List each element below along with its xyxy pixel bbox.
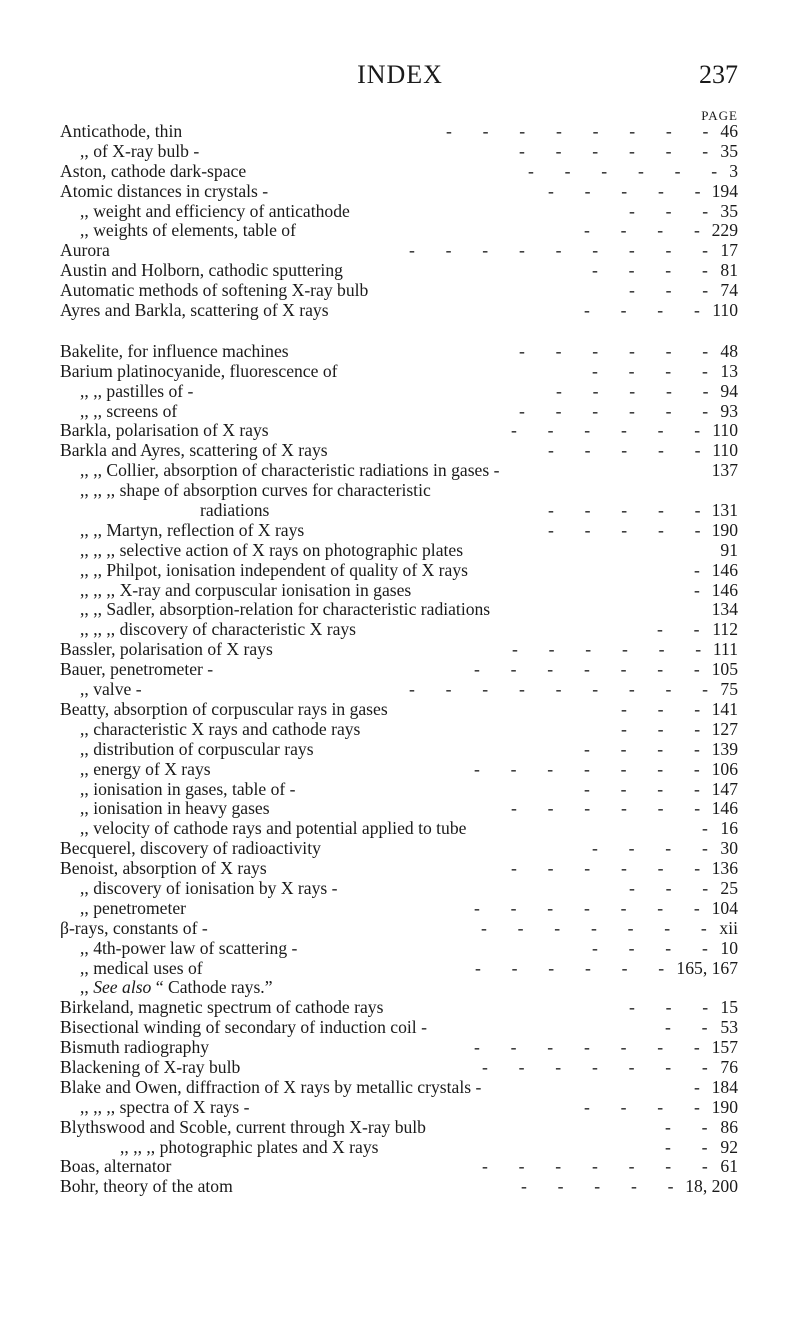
entry-page: 111 bbox=[712, 639, 738, 660]
entry-text: Automatic methods of softening X-ray bulb bbox=[60, 280, 369, 301]
leader-dashes: - - bbox=[665, 1116, 708, 1137]
leader-dashes: - - - bbox=[629, 997, 709, 1018]
entry-text: ,, discovery of ionisation by X rays - bbox=[80, 877, 338, 898]
index-entry bbox=[60, 202, 738, 222]
entry-page: 13 bbox=[720, 360, 738, 381]
entry-page: 157 bbox=[711, 1037, 738, 1058]
entry-text: Birkeland, magnetic spectrum of cathode rays bbox=[60, 997, 384, 1018]
entry-text: β-rays, constants of - bbox=[60, 917, 208, 938]
entry-page: 106 bbox=[711, 758, 738, 779]
entry-text: Barkla and Ayres, scattering of X rays bbox=[60, 440, 328, 461]
index-entry bbox=[60, 1098, 738, 1118]
entry-text: Bisectional winding of secondary of induction coil - bbox=[60, 1017, 427, 1038]
entry-text: ,, ,, Philpot, ionisation independent of quality of X rays bbox=[80, 559, 468, 580]
index-entry bbox=[60, 660, 738, 680]
entry-text: Anticathode, thin bbox=[60, 121, 183, 141]
leader-dashes: - - - - bbox=[584, 778, 700, 799]
leader-dashes: - bbox=[694, 1076, 700, 1097]
entry-text: ,, penetrometer bbox=[80, 897, 187, 918]
index-entry bbox=[60, 221, 738, 241]
index-entry bbox=[60, 600, 738, 620]
entry-text: ,, of X-ray bulb - bbox=[80, 140, 200, 161]
entry-page: 190 bbox=[711, 519, 738, 540]
leader-dashes: - - - - - - - bbox=[481, 917, 707, 938]
leader-dashes: - - bbox=[657, 619, 700, 640]
leader-dashes: - - - - bbox=[592, 260, 708, 281]
entry-page: 10 bbox=[720, 937, 738, 958]
leader-dashes: - bbox=[694, 579, 700, 600]
leader-dashes: - - - - - - bbox=[511, 420, 701, 441]
leader-dashes: - - - - bbox=[584, 300, 700, 321]
entry-text: ,, ,, Martyn, reflection of X rays bbox=[80, 519, 305, 540]
index-entry bbox=[60, 760, 738, 780]
page-title: INDEX bbox=[357, 60, 443, 89]
entry-page: xii bbox=[719, 917, 738, 938]
entry-page: 53 bbox=[720, 1017, 738, 1038]
leader-dashes: - - - - - bbox=[548, 180, 701, 201]
entry-page: 86 bbox=[720, 1116, 738, 1137]
entry-page: 141 bbox=[711, 698, 738, 719]
entry-page: 110 bbox=[712, 300, 738, 321]
leader-dashes: - - - - bbox=[592, 937, 708, 958]
entry-page: 146 bbox=[711, 559, 738, 580]
index-entry bbox=[60, 640, 738, 660]
leader-dashes: - - - - bbox=[584, 220, 700, 241]
entry-text: Bauer, penetrometer - bbox=[60, 659, 214, 680]
leader-dashes: - - - bbox=[629, 280, 709, 301]
index-entry bbox=[60, 162, 738, 182]
entry-text: Barkla, polarisation of X rays bbox=[60, 420, 269, 441]
index-entry bbox=[60, 1078, 738, 1098]
index-entry bbox=[60, 1058, 738, 1078]
leader-dashes: - bbox=[694, 559, 700, 580]
leader-dashes: - - - - - - - bbox=[474, 758, 700, 779]
entry-page: 190 bbox=[711, 1096, 738, 1117]
page-header bbox=[0, 60, 800, 90]
leader-dashes: - - - - - bbox=[548, 440, 701, 461]
entry-text: ,, ionisation in gases, table of - bbox=[80, 778, 296, 799]
entry-page: 17 bbox=[720, 240, 738, 261]
entry-page: 104 bbox=[711, 897, 738, 918]
entry-text: Bakelite, for influence machines bbox=[60, 340, 289, 361]
leader-dashes: - bbox=[702, 818, 708, 839]
entry-text: Aston, cathode dark-space bbox=[60, 160, 247, 181]
leader-dashes: - - - bbox=[621, 698, 701, 719]
entry-page: 75 bbox=[720, 679, 738, 700]
entry-page: 110 bbox=[712, 420, 738, 441]
entry-text: ,, ,, ,, X-ray and corpuscular ionisation in gases bbox=[80, 579, 412, 600]
index-entries bbox=[60, 122, 738, 1197]
entry-text: ,, distribution of corpuscular rays bbox=[80, 738, 314, 759]
entry-page: 146 bbox=[711, 798, 738, 819]
entry-page: 131 bbox=[711, 500, 738, 521]
entry-page: 46 bbox=[720, 121, 738, 141]
entry-text: ,, weight and efficiency of anticathode bbox=[80, 200, 350, 221]
entry-text: ,, ,, Sadler, absorption-relation for characteristic radiations bbox=[80, 599, 491, 620]
entry-page: 105 bbox=[711, 659, 738, 680]
entry-text: ,, ,, ,, photographic plates and X rays bbox=[120, 1136, 379, 1157]
entry-page: 136 bbox=[711, 858, 738, 879]
index-entry bbox=[60, 1118, 738, 1138]
leader-dashes: - - - - bbox=[584, 738, 700, 759]
index-entry bbox=[60, 819, 738, 839]
index-entry bbox=[60, 620, 738, 640]
leader-dashes: - - - bbox=[629, 200, 709, 221]
entry-page: 137 bbox=[711, 460, 738, 481]
entry-text: Benoist, absorption of X rays bbox=[60, 858, 267, 879]
index-entry bbox=[60, 541, 738, 561]
entry-text: ,, velocity of cathode rays and potential applied to tube bbox=[80, 818, 467, 839]
index-entry bbox=[60, 959, 738, 979]
index-entry bbox=[60, 182, 738, 202]
entry-text: ,, weights of elements, table of bbox=[80, 220, 296, 241]
entry-page: 30 bbox=[720, 838, 738, 859]
leader-dashes: - - bbox=[665, 1136, 708, 1157]
entry-page: 3 bbox=[729, 160, 738, 181]
leader-dashes: - - - - bbox=[592, 838, 708, 859]
entry-page: 146 bbox=[711, 579, 738, 600]
leader-dashes: - - - - - - bbox=[528, 160, 718, 181]
entry-page: 48 bbox=[720, 340, 738, 361]
entry-text: ,, medical uses of bbox=[80, 957, 203, 978]
leader-dashes: - - - - - - bbox=[519, 340, 709, 361]
index-entry bbox=[60, 561, 738, 581]
entry-text: Blythswood and Scoble, current through X-ray bulb bbox=[60, 1116, 426, 1137]
index-entry bbox=[60, 939, 738, 959]
entry-page: 94 bbox=[720, 380, 738, 401]
index-entry bbox=[60, 402, 738, 422]
index-entry bbox=[60, 1138, 738, 1158]
index-entry bbox=[60, 581, 738, 601]
leader-dashes: - - - - bbox=[592, 360, 708, 381]
index-entry bbox=[60, 700, 738, 720]
entry-text: Ayres and Barkla, scattering of X rays bbox=[60, 300, 329, 321]
leader-dashes: - - - bbox=[629, 877, 709, 898]
index-entry bbox=[60, 421, 738, 441]
entry-page: 35 bbox=[720, 140, 738, 161]
entry-text: ,, ,, pastilles of - bbox=[80, 380, 194, 401]
entry-text: ,, See also “ Cathode rays.” bbox=[80, 977, 273, 998]
index-entry bbox=[60, 740, 738, 760]
index-entry bbox=[60, 281, 738, 301]
entry-page: 15 bbox=[720, 997, 738, 1018]
entry-text: Bohr, theory of the atom bbox=[60, 1176, 233, 1197]
leader-dashes: - - - - - - bbox=[512, 639, 702, 660]
entry-page: 134 bbox=[711, 599, 738, 620]
index-entry bbox=[60, 342, 738, 362]
leader-dashes: - - - - bbox=[584, 1096, 700, 1117]
entry-text: ,, ,, Collier, absorption of characteristic radiations in gases - bbox=[80, 460, 500, 481]
index-entry bbox=[60, 1157, 738, 1177]
index-entry bbox=[60, 919, 738, 939]
index-entry bbox=[60, 521, 738, 541]
index-entry bbox=[60, 720, 738, 740]
leader-dashes: - - - - - bbox=[548, 500, 701, 521]
index-entry bbox=[60, 122, 738, 142]
entry-text: ,, ,, ,, shape of absorption curves for characteristic bbox=[80, 480, 431, 501]
entry-page: 139 bbox=[711, 738, 738, 759]
entry-text: Bismuth radiography bbox=[60, 1037, 210, 1058]
index-entry bbox=[60, 879, 738, 899]
entry-text: ,, ,, screens of bbox=[80, 400, 178, 421]
entry-text: Atomic distances in crystals - bbox=[60, 180, 269, 201]
leader-dashes: - - - bbox=[621, 718, 701, 739]
leader-dashes: - - - - - - - bbox=[474, 1037, 700, 1058]
entry-text: ,, energy of X rays bbox=[80, 758, 211, 779]
entry-text: Blake and Owen, diffraction of X rays by metallic crystals - bbox=[60, 1076, 482, 1097]
index-entry bbox=[60, 301, 738, 321]
entry-page: 127 bbox=[711, 718, 738, 739]
index-entry bbox=[60, 899, 738, 919]
index-entry bbox=[60, 1177, 738, 1197]
index-entry bbox=[60, 461, 738, 481]
entry-text: Barium platinocyanide, fluorescence of bbox=[60, 360, 338, 381]
entry-text: ,, ,, ,, spectra of X rays - bbox=[80, 1096, 250, 1117]
entry-page: 81 bbox=[720, 260, 738, 281]
leader-dashes: - - - - - - bbox=[511, 858, 701, 879]
leader-dashes: - - bbox=[665, 1017, 708, 1038]
entry-text: Austin and Holborn, cathodic sputtering bbox=[60, 260, 343, 281]
leader-dashes: - - - - - - - - - bbox=[409, 240, 709, 261]
entry-page: 25 bbox=[720, 877, 738, 898]
leader-dashes: - - - - - - - - bbox=[446, 121, 709, 141]
leader-dashes: - - - - - bbox=[548, 519, 701, 540]
entry-text: ,, 4th-power law of scattering - bbox=[80, 937, 298, 958]
leader-dashes: - - - - - - bbox=[519, 400, 709, 421]
entry-page: 93 bbox=[720, 400, 738, 421]
index-entry bbox=[60, 501, 738, 521]
entry-page: 91 bbox=[720, 539, 738, 560]
leader-dashes: - - - - - - bbox=[511, 798, 701, 819]
entry-text: Blackening of X-ray bulb bbox=[60, 1056, 241, 1077]
leader-dashes: - - - - - - - bbox=[482, 1056, 708, 1077]
index-entry bbox=[60, 799, 738, 819]
index-entry bbox=[60, 362, 738, 382]
entry-page: 165, 167 bbox=[676, 957, 738, 978]
leader-dashes: - - - - - bbox=[556, 380, 709, 401]
entry-text: ,, valve - bbox=[80, 679, 142, 700]
index-entry bbox=[60, 839, 738, 859]
leader-dashes: - - - - - - bbox=[475, 957, 665, 978]
entry-page: 229 bbox=[711, 220, 738, 241]
entry-page: 18, 200 bbox=[685, 1176, 738, 1197]
index-entry bbox=[60, 680, 738, 700]
leader-dashes: - - - - - - - bbox=[482, 1156, 708, 1177]
index-entry bbox=[60, 1018, 738, 1038]
index-entry bbox=[60, 998, 738, 1018]
index-entry bbox=[60, 1038, 738, 1058]
index-entry bbox=[60, 441, 738, 461]
entry-page: 110 bbox=[712, 440, 738, 461]
entry-text: Bassler, polarisation of X rays bbox=[60, 639, 273, 660]
index-entry bbox=[60, 382, 738, 402]
entry-page: 112 bbox=[712, 619, 738, 640]
entry-page: 16 bbox=[720, 818, 738, 839]
entry-page: 74 bbox=[720, 280, 738, 301]
leader-dashes: - - - - - - - - - bbox=[409, 679, 709, 700]
page-number: 237 bbox=[699, 60, 738, 89]
index-entry bbox=[60, 142, 738, 162]
leader-dashes: - - - - - bbox=[521, 1176, 674, 1197]
entry-text: radiations bbox=[200, 500, 270, 521]
entry-text: ,, ionisation in heavy gases bbox=[80, 798, 270, 819]
index-entry bbox=[60, 978, 738, 998]
entry-page: 184 bbox=[711, 1076, 738, 1097]
entry-text: ,, characteristic X rays and cathode rays bbox=[80, 718, 361, 739]
index-entry bbox=[60, 780, 738, 800]
entry-page: 92 bbox=[720, 1136, 738, 1157]
entry-text: Becquerel, discovery of radioactivity bbox=[60, 838, 321, 859]
entry-text: Beatty, absorption of corpuscular rays in gases bbox=[60, 698, 388, 719]
index-entry bbox=[60, 241, 738, 261]
entry-text: Boas, alternator bbox=[60, 1156, 172, 1177]
index-entry bbox=[60, 481, 738, 501]
entry-page: 61 bbox=[720, 1156, 738, 1177]
page-column-label: PAGE bbox=[701, 108, 738, 123]
entry-page: 194 bbox=[711, 180, 738, 201]
entry-page: 76 bbox=[720, 1056, 738, 1077]
leader-dashes: - - - - - - bbox=[519, 140, 709, 161]
index-entry bbox=[60, 859, 738, 879]
entry-page: 147 bbox=[711, 778, 738, 799]
index-entry bbox=[60, 261, 738, 281]
entry-text: ,, ,, ,, discovery of characteristic X rays bbox=[80, 619, 357, 640]
entry-text: Aurora bbox=[60, 240, 110, 261]
entry-text: ,, ,, ,, selective action of X rays on photographic plates bbox=[80, 539, 464, 560]
entry-page: 35 bbox=[720, 200, 738, 221]
section-gap bbox=[60, 321, 738, 342]
leader-dashes: - - - - - - - bbox=[474, 659, 700, 680]
leader-dashes: - - - - - - - bbox=[474, 897, 700, 918]
